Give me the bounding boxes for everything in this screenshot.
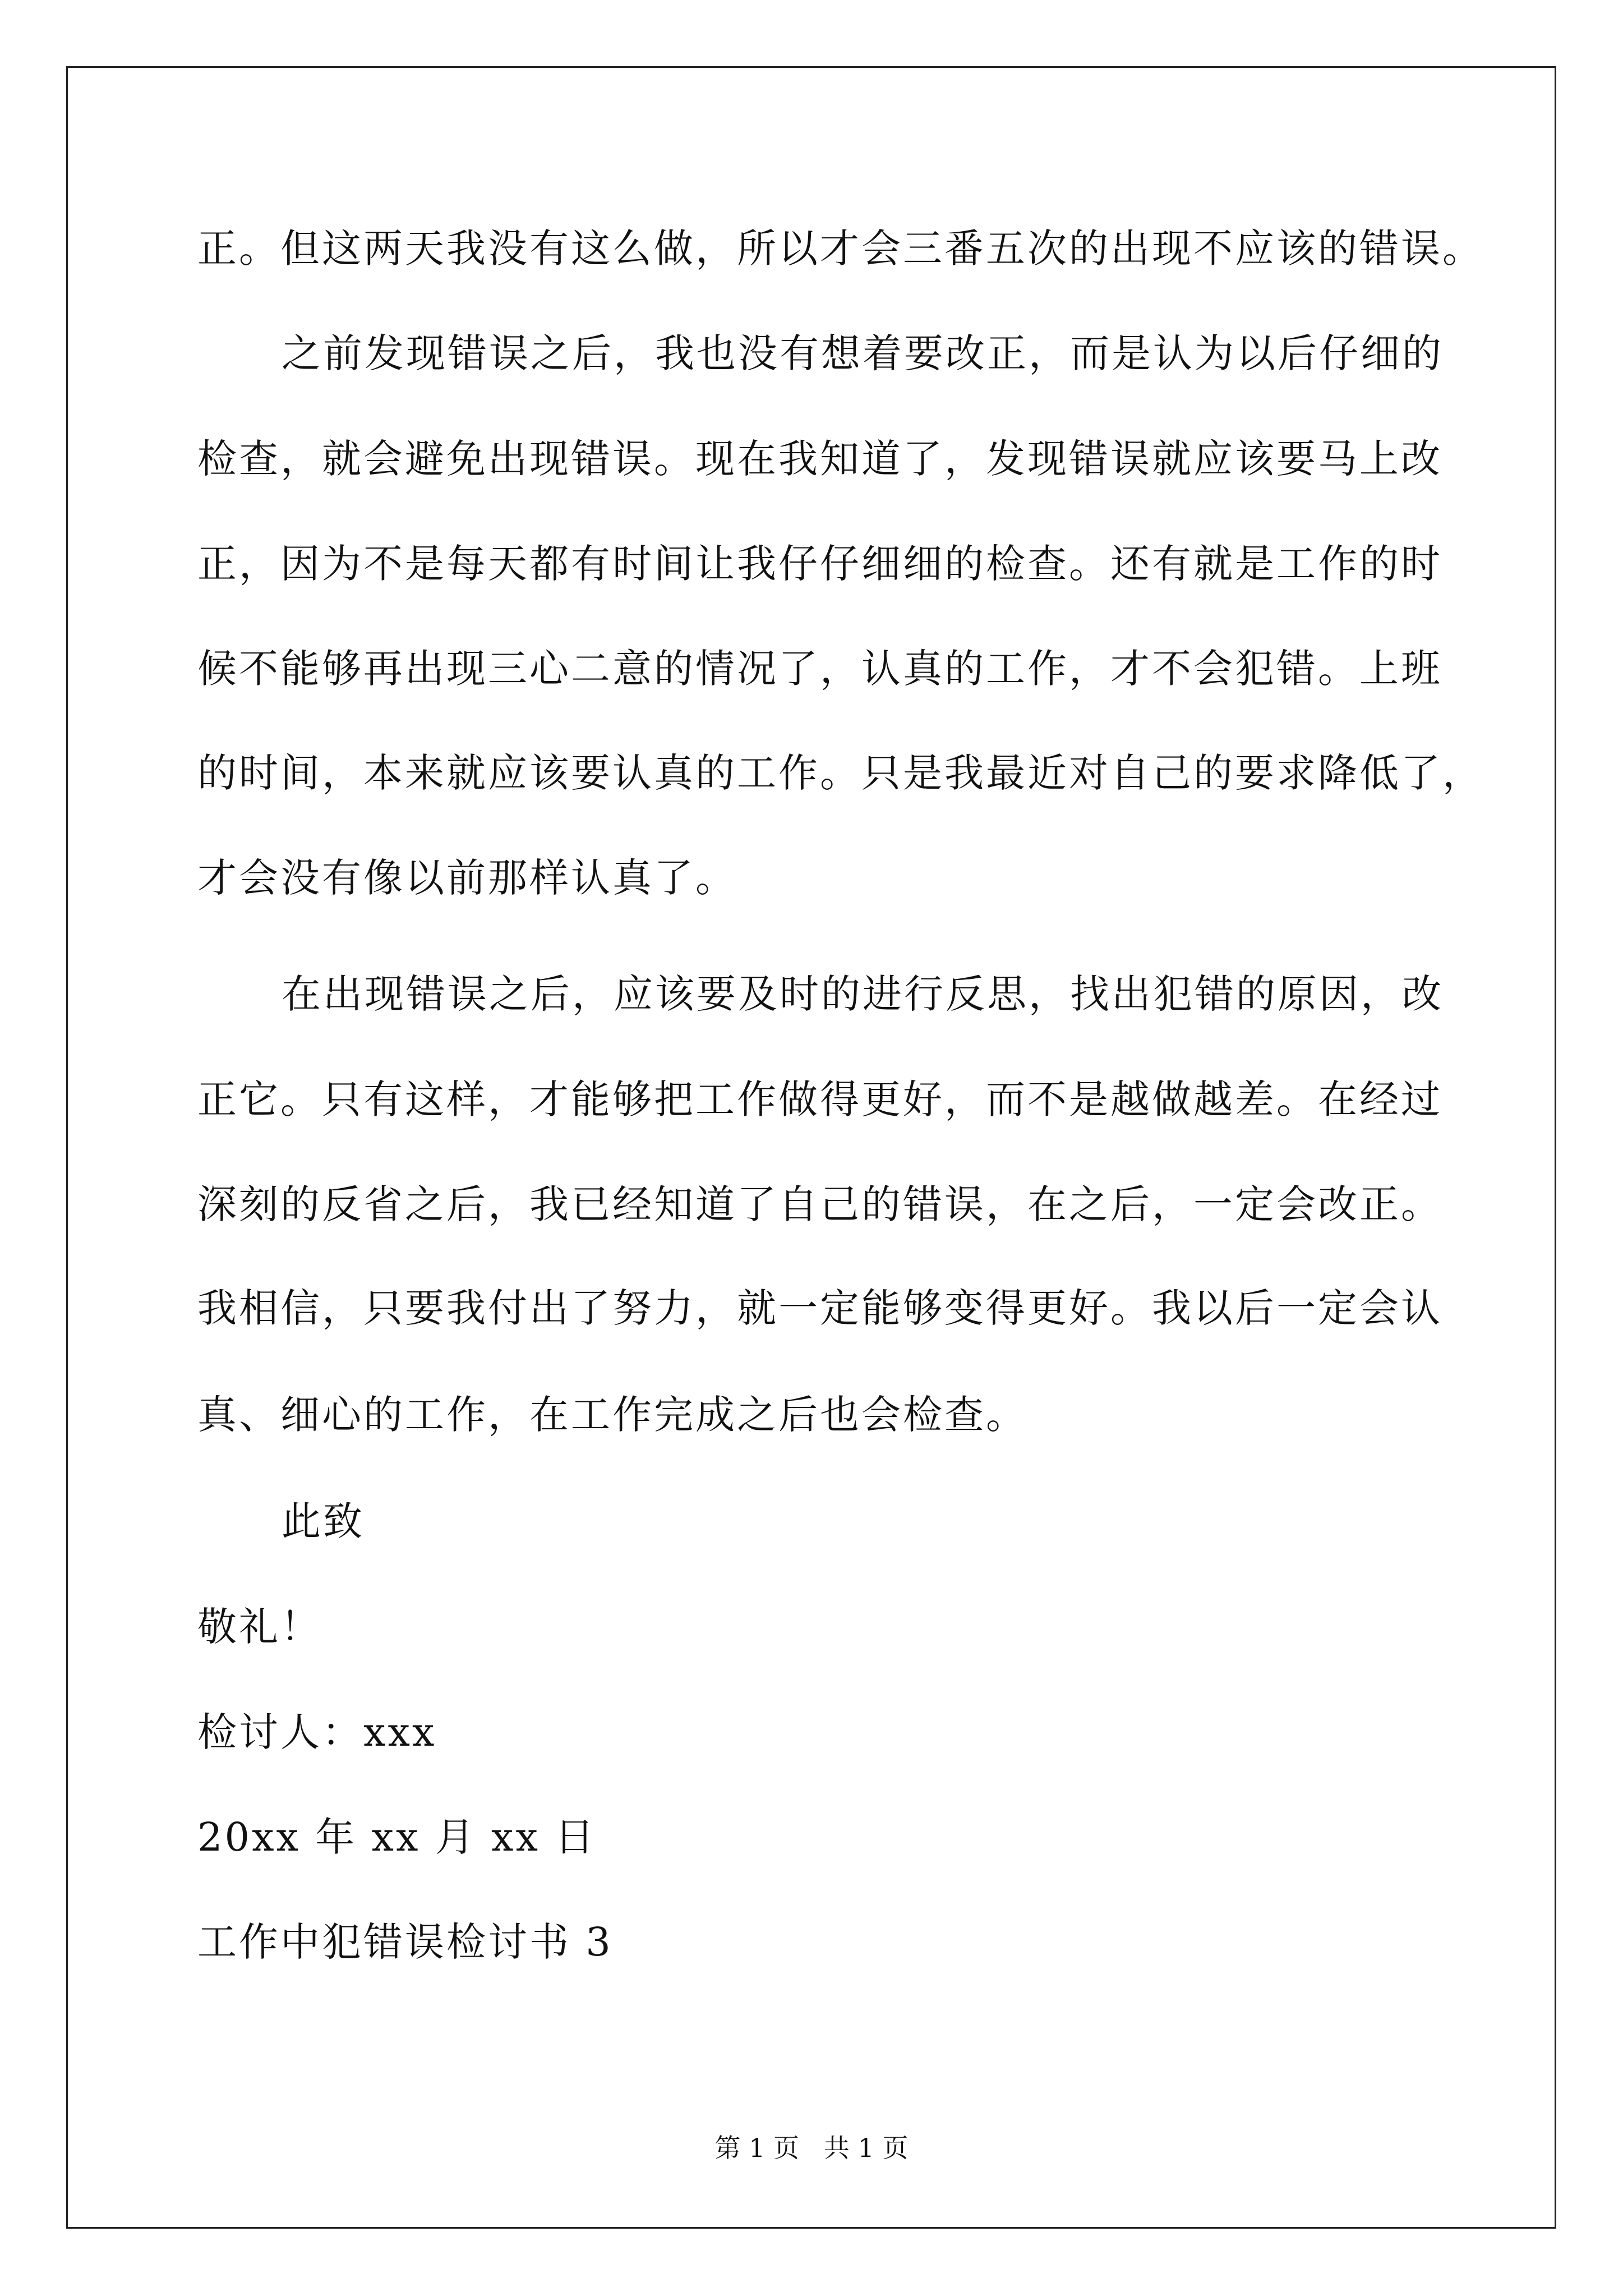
body-line: 正。但这两天我没有这么做，所以才会三番五次的出现不应该的错误。 [197, 226, 1484, 272]
body-line: 深刻的反省之后，我已经知道了自己的错误，在之后，一定会改正。 [197, 1181, 1442, 1227]
closing-salutation: 此致 [282, 1498, 365, 1544]
body-line: 才会没有像以前那样认真了。 [197, 855, 737, 901]
page-border [66, 66, 1556, 2229]
paragraph-start-line: 之前发现错误之后，我也没有想着要改正，而是认为以后仔细的 [282, 330, 1444, 376]
body-line: 正，因为不是每天都有时间让我仔仔细细的检查。还有就是工作的时 [197, 541, 1442, 587]
body-line: 检查，就会避免出现错误。现在我知道了，发现错误就应该要马上改 [197, 436, 1442, 482]
body-line: 我相信，只要我付出了努力，就一定能够变得更好。我以后一定会认 [197, 1285, 1442, 1331]
page-footer: 第 1 页 共 1 页 [714, 2133, 909, 2163]
signature-line: 检讨人：xxx [197, 1709, 437, 1755]
paragraph-start-line: 在出现错误之后，应该要及时的进行反思，找出犯错的原因，改 [282, 971, 1444, 1017]
date-line: 20xx 年 xx 月 xx 日 [197, 1814, 597, 1860]
body-line: 真、细心的工作，在工作完成之后也会检查。 [197, 1392, 1027, 1438]
next-section-title: 工作中犯错误检讨书 3 [197, 1919, 613, 1965]
body-line: 候不能够再出现三心二意的情况了，认真的工作，才不会犯错。上班 [197, 646, 1442, 692]
body-line: 正它。只有这样，才能够把工作做得更好，而不是越做越差。在经过 [197, 1076, 1442, 1122]
closing-regards: 敬礼！ [197, 1604, 322, 1650]
body-line: 的时间，本来就应该要认真的工作。只是我最近对自己的要求降低了， [197, 750, 1484, 796]
